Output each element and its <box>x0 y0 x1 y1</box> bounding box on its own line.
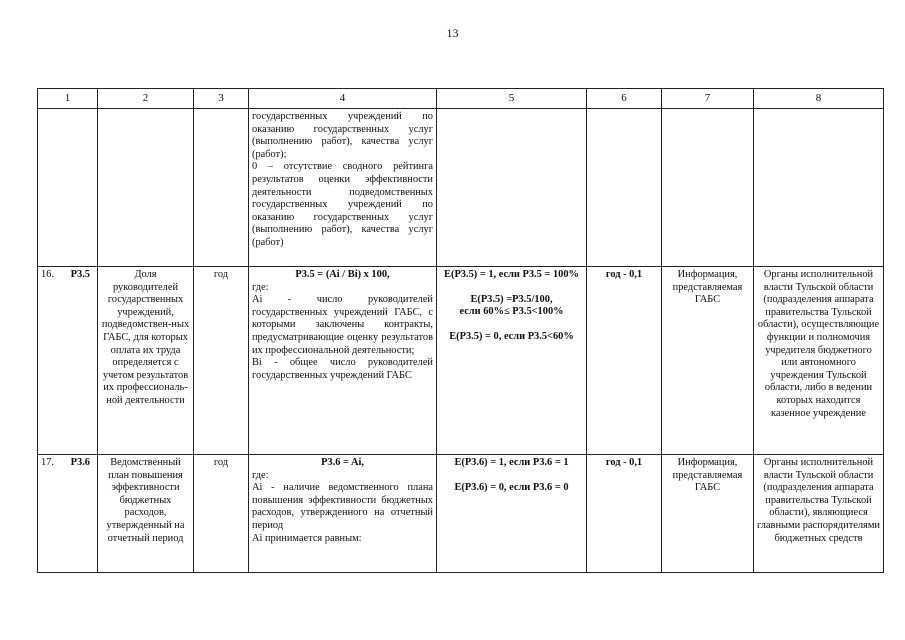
formula-cell <box>249 109 437 267</box>
row-index-cell <box>38 455 98 573</box>
formula: P3.5 = (Ai / Bi) x 100, <box>295 269 390 280</box>
header-cell: 2 <box>98 89 194 109</box>
row-index-cell <box>38 267 98 455</box>
responsible-cell: Органы исполнительной власти Тульской области (подразделения аппарата правительства Тульской области), осуществляющие функции и полномочия учредителя бюджетного или автономного учреждения Тульской области, либо в ведении которых находится казенное учреждение <box>754 267 884 455</box>
header-cell: 1 <box>38 89 98 109</box>
weight-cell: год - 0,1 <box>587 267 662 455</box>
header-cell: 8 <box>754 89 884 109</box>
formula-text: 0 – отсутствие сводного рейтинга результатов оценки эффективности деятельности подведомственных государственных учреждений по оказанию государственных услуг (выполнению работ), качества услуг (работ) <box>252 161 433 248</box>
period-cell: год <box>194 267 249 455</box>
header-cell: 5 <box>437 89 587 109</box>
formula-definition: Ai принимается равным: <box>252 532 362 544</box>
responsible-cell: Органы исполнительной власти Тульской области (подразделения аппарата правительства Тульской области), являющиеся главными распорядителями бюджетных средств <box>754 455 884 573</box>
evaluation-cell <box>437 267 587 455</box>
header-cell: 4 <box>249 89 437 109</box>
evaluation-cell <box>437 455 587 573</box>
header-row <box>38 89 884 109</box>
formula-where: где: <box>252 281 269 293</box>
period-cell: год <box>194 455 249 573</box>
table-row <box>38 267 884 455</box>
evaluation-rule: E(P3.5) = 0, если P3.5<60% <box>449 330 574 342</box>
indicator-name: Доля руководителей государственных учреждений, подведомствен-ных ГАБС, для которых оплата их труда определяется с учетом результатов их профессиональ-ной деятельности <box>98 267 194 455</box>
evaluation-rule: E(P3.6) = 1, если P3.6 = 1 <box>454 457 569 468</box>
formula-definition: Bi - общее число руководителей государственных учреждений ГАБС <box>252 357 433 381</box>
row-number: 17. <box>41 457 54 468</box>
indicators-table <box>37 88 884 573</box>
row-number: 16. <box>41 269 54 280</box>
formula-where: где: <box>252 469 269 481</box>
source-cell: Информация, представляемая ГАБС <box>662 455 754 573</box>
formula-definition: Ai - число руководителей государственных учреждений ГАБС, с которыми заключены контракты, предусматривающие оценку результатов их профессиональной деятельности; <box>252 294 433 356</box>
formula-text: государственных учреждений по оказанию государственных услуг (выполнению работ), качества услуг (работ); <box>252 111 433 160</box>
indicator-code: P3.6 <box>70 457 90 468</box>
indicator-code: P3.5 <box>70 269 90 280</box>
evaluation-rule: если 60%≤ P3.5<100% <box>459 306 564 318</box>
formula: P3.6 = Ai, <box>321 457 364 468</box>
header-cell: 3 <box>194 89 249 109</box>
page-number: 13 <box>446 26 459 40</box>
evaluation-rule: E(P3.6) = 0, если P3.6 = 0 <box>454 481 569 493</box>
formula-definition: Ai - наличие ведомственного плана повышения эффективности бюджетных расходов, утвержденного на отчетный период <box>252 482 433 531</box>
header-cell: 6 <box>587 89 662 109</box>
source-cell: Информация, представляемая ГАБС <box>662 267 754 455</box>
table-row <box>38 455 884 573</box>
indicator-name: Ведомственный план повышения эффективности бюджетных расходов, утвержденный на отчетный период <box>98 455 194 573</box>
formula-cell <box>249 455 437 573</box>
evaluation-rule: E(P3.5) = 1, если P3.5 = 100% <box>444 269 579 280</box>
formula-cell <box>249 267 437 455</box>
weight-cell: год - 0,1 <box>587 455 662 573</box>
continuation-row <box>38 109 884 267</box>
header-cell: 7 <box>662 89 754 109</box>
evaluation-rule: E(P3.5) =P3.5/100, <box>470 293 553 305</box>
